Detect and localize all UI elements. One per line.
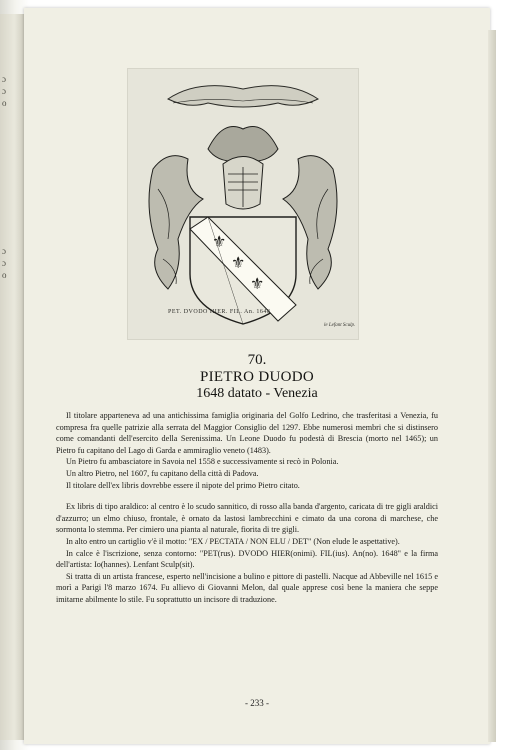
svg-text:⚜: ⚜ — [212, 232, 227, 251]
entry-text — [56, 410, 438, 606]
left-page-mark: o — [2, 270, 7, 280]
page-number: - 233 - — [245, 698, 269, 708]
paragraph: Il titolare apparteneva ad una antichissima famiglia originaria del Golfo Ledrino, che trasferitasi a Venezia, fu compresa fra quelle patrizie alla serrata del Maggior Consiglio del 1297. Ebbe numerosi membri che si distinsero come comandanti dell'esercito della Serenissima. Un Leone Duodo fu podestà di Brescia (morto nel 1465); un Pietro fu capitano del Lago di Garda e ammiraglio veneto (1483). — [56, 411, 438, 455]
paragraph: Il titolare dell'ex libris dovrebbe essere il nipote del primo Pietro citato. — [66, 480, 300, 490]
paragraph-gap — [56, 491, 438, 501]
left-page-edge — [0, 14, 25, 740]
bookplate-inscription: PET. DVODO HIER. FIL. An. 1648 — [168, 309, 271, 315]
entry-subtitle: 1648 datato - Venezia — [196, 386, 318, 401]
entry-name: PIETRO DUODO — [199, 369, 314, 385]
entry-number: 70. — [247, 352, 267, 368]
left-page-mark: ɔ — [2, 74, 6, 84]
engraver-signature: le Lefant Sculp. — [324, 323, 356, 328]
bookplate-illustration — [127, 68, 359, 340]
paragraph: Si tratta di un artista francese, esperto nell'incisione a bulino e pittore di pastelli. Nacque ad Abbeville nel 1615 e morì a Parigi l'8 marzo 1674. Fu allievo di Giovanni Melon, dal quale apprese così bene la maniera che seppe imitarne abilmente lo stile. Fu soprattutto un incisore di traduzione. — [56, 571, 438, 604]
paragraph: Ex libris di tipo araldico: al centro è lo scudo sannitico, di rosso alla banda d'argento, caricata di tre gigli araldici d'azzurro; un elmo chiuso, frontale, è ornato da lastosi lambrecchini e cimato da una corona di marchese, che sormonta lo stemma. Per cimiero una pianta al naturale, fiorita di tre gigli. — [56, 502, 438, 535]
coat-of-arms-engraving — [128, 69, 358, 339]
paragraph: Un altro Pietro, nel 1607, fu capitano della città di Padova. — [66, 468, 259, 478]
left-page-mark: ɔ — [2, 246, 6, 256]
paragraph: In calce è l'iscrizione, senza contorno: "PET(rus). DVODO HIER(onimi). FIL(ius). An(no). 1648" e la firma dell'artista: Io(hannes). Lenfant Sculp(sit). — [56, 548, 438, 570]
svg-text:⚜: ⚜ — [250, 274, 265, 293]
paragraph: In alto entro un cartiglio v'è il motto: "EX / PECTATA / NON ELU / DET" (Non elude le aspettative). — [66, 536, 400, 546]
svg-text:⚜: ⚜ — [231, 253, 246, 272]
left-page-mark: ɔ — [2, 258, 6, 268]
paragraph: Un Pietro fu ambasciatore in Savoia nel 1558 e successivamente si recò in Polonia. — [66, 457, 339, 467]
left-page-mark: ɔ — [2, 86, 6, 96]
left-page-mark: o — [2, 98, 7, 108]
